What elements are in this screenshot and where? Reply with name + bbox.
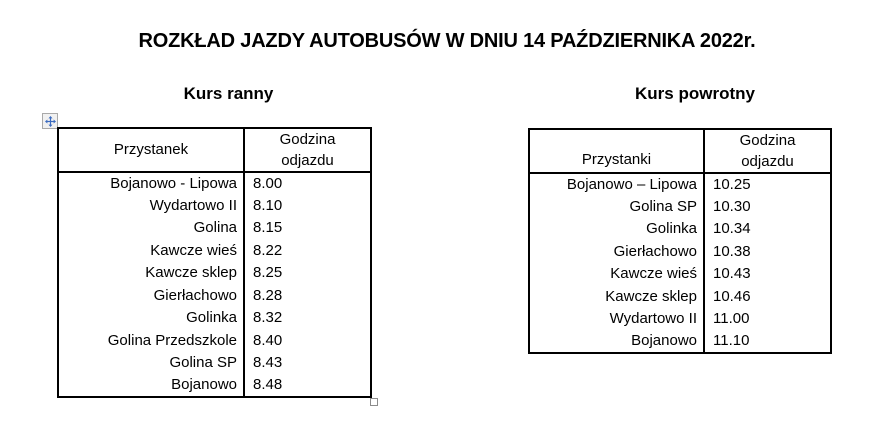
table-row xyxy=(58,240,371,263)
table-row xyxy=(529,286,831,309)
table-row xyxy=(529,331,831,354)
morning-timetable xyxy=(57,127,372,398)
column-header-stop: Przystanki xyxy=(529,129,704,173)
table-row xyxy=(58,330,371,353)
departure-time: 10.46 xyxy=(713,287,751,305)
departure-time: 10.43 xyxy=(713,265,751,283)
departure-time: 11.00 xyxy=(713,310,750,328)
departure-time: 10.38 xyxy=(713,242,751,260)
departure-time: 8.10 xyxy=(253,196,283,214)
stop-name: Kawcze sklep xyxy=(58,262,244,285)
stop-name: Bojanowo – Lipowa xyxy=(529,173,704,196)
stop-name: Bojanowo xyxy=(529,331,704,354)
departure-time: 8.00 xyxy=(253,174,283,192)
document-title: ROZKŁAD JAZDY AUTOBUSÓW W DNIU 14 PAŹDZIERNIKA 2022r. xyxy=(138,30,756,52)
table-row xyxy=(58,375,371,398)
departure-time: 8.15 xyxy=(253,219,283,237)
header-row xyxy=(58,128,371,172)
table-row xyxy=(529,196,831,219)
stop-name: Golinka xyxy=(58,307,244,330)
departure-time: 8.28 xyxy=(253,286,283,304)
table-row xyxy=(529,241,831,264)
table-row xyxy=(58,172,371,195)
move-icon xyxy=(45,116,56,127)
table-row xyxy=(58,307,371,330)
header-row xyxy=(529,129,831,173)
morning-course-heading: Kurs ranny xyxy=(183,84,274,103)
departure-time: 8.43 xyxy=(253,354,283,372)
table-row xyxy=(529,308,831,331)
return-course-heading: Kurs powrotny xyxy=(635,84,755,103)
departure-time: 8.22 xyxy=(253,241,283,259)
table-resize-handle[interactable] xyxy=(370,398,378,406)
stop-name: Kawcze wieś xyxy=(58,240,244,263)
stop-name: Kawcze wieś xyxy=(529,263,704,286)
stop-name: Golina Przedszkole xyxy=(58,330,244,353)
departure-time: 8.25 xyxy=(253,264,283,282)
table-row xyxy=(58,352,371,375)
column-header-departure-time: Godzina odjazdu xyxy=(244,128,371,172)
table-row xyxy=(529,218,831,241)
table-row xyxy=(58,195,371,218)
departure-time: 11.10 xyxy=(713,332,750,350)
table-row xyxy=(58,262,371,285)
table-move-handle[interactable] xyxy=(42,113,58,129)
table-row xyxy=(58,285,371,308)
stop-name: Golina SP xyxy=(529,196,704,219)
stop-name: Golina xyxy=(58,217,244,240)
departure-time: 10.25 xyxy=(713,175,751,193)
column-header-stop: Przystanek xyxy=(58,128,244,172)
departure-time: 8.40 xyxy=(253,331,283,349)
departure-time: 8.48 xyxy=(253,376,283,394)
return-timetable xyxy=(528,128,832,354)
table-row xyxy=(58,217,371,240)
table-row xyxy=(529,173,831,196)
stop-name: Wydartowo II xyxy=(529,308,704,331)
stop-name: Golinka xyxy=(529,218,704,241)
departure-time: 10.34 xyxy=(713,220,751,238)
stop-name: Golina SP xyxy=(58,352,244,375)
stop-name: Gierłachowo xyxy=(58,285,244,308)
table-row xyxy=(529,263,831,286)
stop-name: Bojanowo - Lipowa xyxy=(58,172,244,195)
stop-name: Wydartowo II xyxy=(58,195,244,218)
column-header-departure-time: Godzina odjazdu xyxy=(704,129,831,173)
stop-name: Kawcze sklep xyxy=(529,286,704,309)
departure-time: 8.32 xyxy=(253,309,283,327)
stop-name: Bojanowo xyxy=(58,375,244,398)
stop-name: Gierłachowo xyxy=(529,241,704,264)
departure-time: 10.30 xyxy=(713,197,751,215)
